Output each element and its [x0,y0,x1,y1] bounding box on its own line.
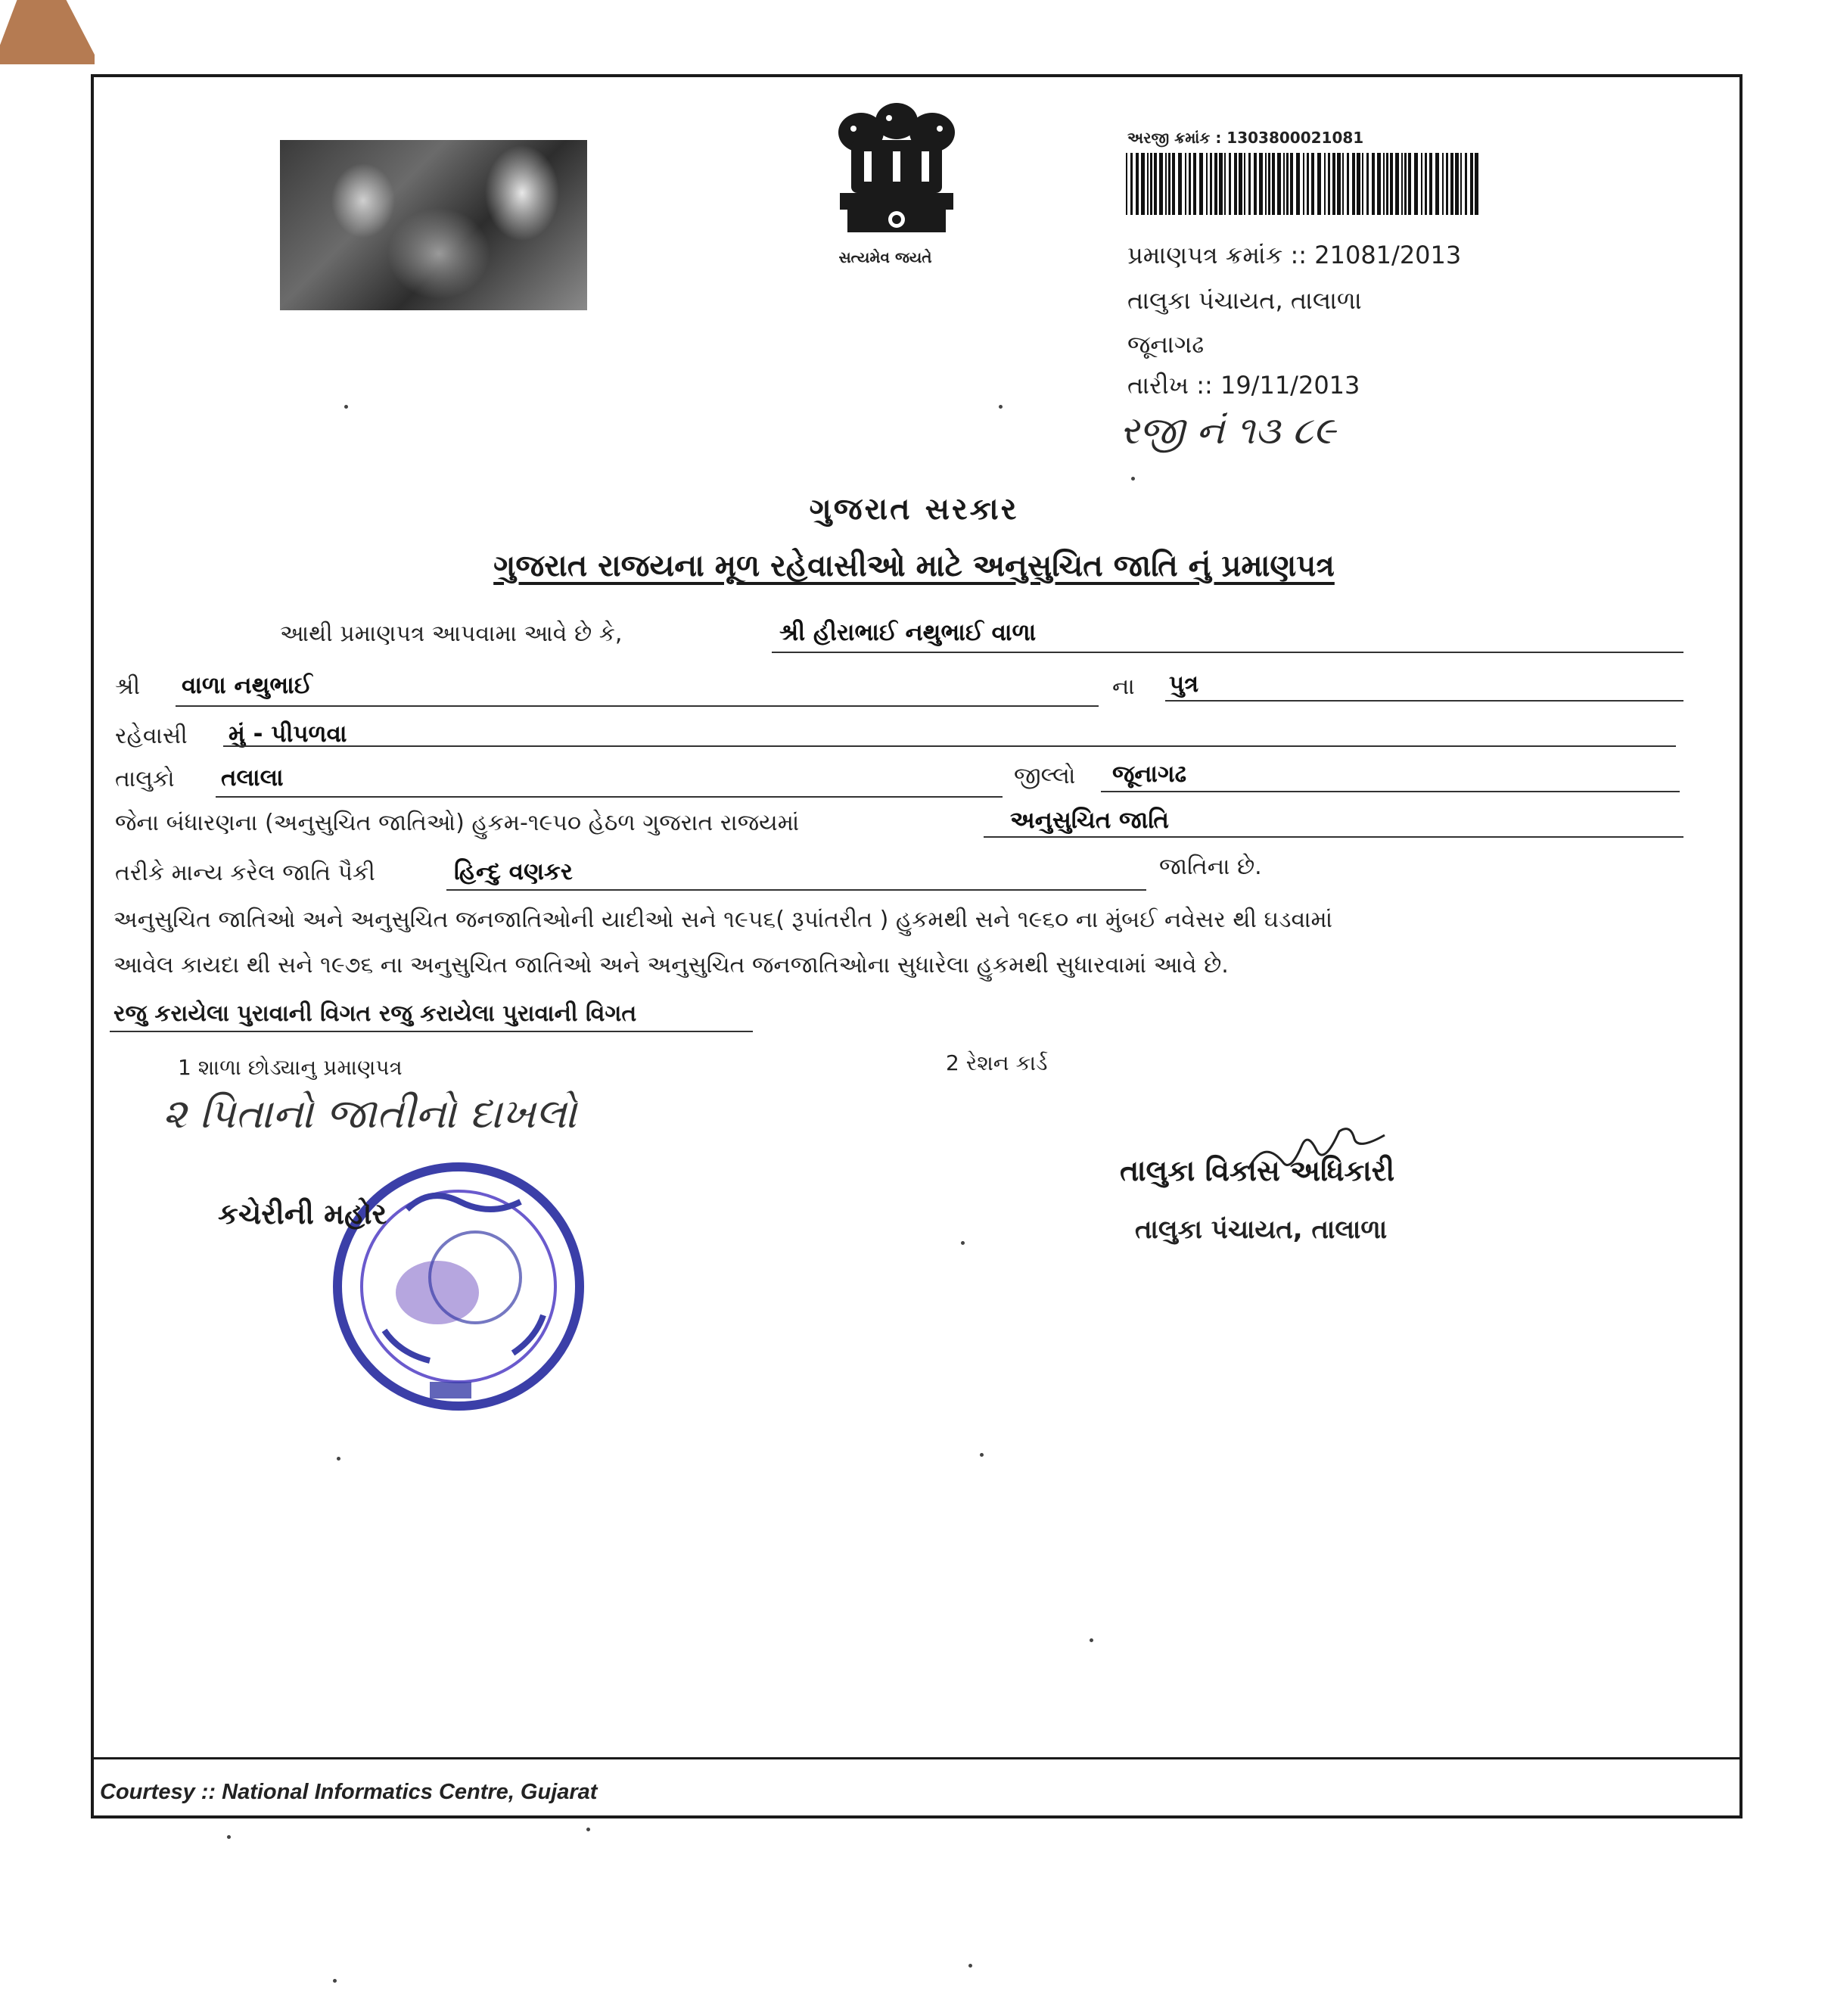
barcode-bar [1296,153,1300,215]
barcode-bar [1317,153,1321,215]
district-label: જીલ્લો [1014,763,1076,789]
barcode-bar [1150,153,1152,215]
barcode-bar [1136,153,1139,215]
barcode-bar [1248,153,1251,215]
scan-speck [961,1241,965,1245]
barcode-bar [1277,153,1281,215]
scan-speck [980,1453,984,1457]
barcode-bar [1265,153,1267,215]
barcode-bar [1268,153,1270,215]
barcode-bar [1193,153,1196,215]
barcode-bar [1442,153,1444,215]
scan-speck [1090,1638,1093,1642]
scan-speck [337,1457,340,1461]
barcode-bar [1383,153,1385,215]
category-rule [984,836,1683,838]
barcode-bar [1154,153,1157,215]
barcode-bar [1421,153,1422,215]
barcode-bar [1377,153,1381,215]
scan-speck [344,405,348,409]
barcode-bar [1130,153,1133,215]
paragraph-line-2: આવેલ કાયદા થી સને ૧૯૭૬ ના અનુસુચિત જાતિઓ અને અનુસુચિત જનજાતિઓના સુધારેલા હુકમથી સુધારવામાં આવે છે. [113,952,1229,978]
intro-label: આથી પ્રમાણપત્ર આપવામા આવે છે કે, [280,621,623,647]
barcode-bar [1272,153,1275,215]
barcode-bar [1372,153,1375,215]
residence-rule [223,745,1676,747]
relation-rule [1165,700,1683,702]
certificate-frame [91,74,1743,1818]
barcode-bar [1210,153,1212,215]
caste-suffix: જાતિના છે. [1159,854,1262,880]
taluka-rule [216,796,1003,798]
handwritten-registration-number: રજી નં ૧૩ ૮૯ [1120,409,1335,453]
signatory-office: તાલુકા પંચાયત, તાલાળા [1135,1215,1388,1245]
barcode-bar [1408,153,1411,215]
father-prefix: શ્રી [115,674,141,700]
barcode-bar [1366,153,1369,215]
evidence-title: રજુ કરાયેલા પુરાવાની વિગત રજુ કરાયેલા પુરાવાની વિગત [113,1000,637,1027]
barcode-bar [1460,153,1462,215]
barcode-bar [1168,153,1170,215]
evidence-title-rule [110,1031,753,1032]
barcode-bar [1259,153,1263,215]
district-rule [1101,791,1680,792]
taluka-value: તલાલા [221,764,284,792]
barcode [1126,153,1481,215]
evidence-item-1: 1 શાળા છોડ્યાનુ પ્રમાણપત્ર [178,1055,403,1080]
signatory-title: તાલુકા વિકાસ અધિકારી [1120,1154,1395,1187]
barcode-bar [1224,153,1226,215]
order-label: જેના બંધારણના (અનુસુચિત જાતિઓ) હુકમ-૧૯૫૦ હેઠળ ગુજરાત રાજયમાં [115,810,800,836]
barcode-bar [1147,153,1149,215]
handwritten-note: ૨ પિતાનો જાતીનો દાખલો [163,1090,577,1137]
office-seal-label: કચેરીની મહોર [218,1197,387,1230]
barcode-bar [1234,153,1237,215]
emblem-caption: સત્યમેવ જયતે [838,248,932,266]
barcode-bar [1303,153,1304,215]
father-name: વાળા નથુભાઈ [182,672,312,699]
barcode-bar [1425,153,1427,215]
barcode-bar [1141,153,1145,215]
barcode-bar [1244,153,1245,215]
barcode-bar [1307,153,1309,215]
barcode-bar [1214,153,1217,215]
barcode-bar [1395,153,1399,215]
caste-value: હિન્દુ વણકર [454,858,573,885]
taluka-label: તાલુકો [115,766,175,792]
barcode-bar [1347,153,1349,215]
certificate-title: ગુજરાત રાજયના મૂળ રહેવાસીઓ માટે અનુસુચિત જાતિ નું પ્રમાણપત્ર [493,549,1335,583]
father-name-rule [176,705,1099,707]
district-value: જૂનાગઢ [1112,761,1187,788]
barcode-bar [1337,153,1341,215]
district-header: જૂનાગઢ [1127,330,1205,359]
barcode-bar [1178,153,1182,215]
barcode-bar [1172,153,1175,215]
barcode-bar [1362,153,1363,215]
barcode-bar [1401,153,1403,215]
scan-speck [999,405,1003,409]
application-number: અરજી ક્રમાંક : 1303800021081 [1127,129,1364,147]
applicant-photo [280,140,587,310]
barcode-bar [1450,153,1453,215]
barcode-bar [1342,153,1344,215]
barcode-bar [1286,153,1289,215]
barcode-bar [1352,153,1355,215]
barcode-bar [1219,153,1223,215]
barcode-bar [1189,153,1191,215]
barcode-bar [1229,153,1231,215]
barcode-bar [1290,153,1293,215]
scan-speck [227,1835,231,1839]
barcode-bar [1239,153,1242,215]
evidence-item-2: 2 રેશન કાર્ડ [946,1050,1048,1075]
barcode-bar [1390,153,1393,215]
barcode-bar [1435,153,1439,215]
barcode-bar [1386,153,1388,215]
scan-speck [968,1964,972,1968]
barcode-bar [1311,153,1314,215]
footer-rule [91,1757,1743,1759]
barcode-bar [1446,153,1448,215]
issue-date: તારીખ :: 19/11/2013 [1127,371,1360,400]
footer-credit: Courtesy :: National Informatics Centre, Gujarat [100,1780,598,1804]
barcode-bar [1475,153,1478,215]
category-value: અનુસુચિત જાતિ [1010,807,1169,834]
barcode-bar [1324,153,1326,215]
relation-label: ના [1112,674,1135,700]
barcode-bar [1283,153,1285,215]
relation-value: પુત્ર [1169,670,1199,698]
scan-speck [586,1828,590,1831]
barcode-bar [1199,153,1203,215]
barcode-bar [1328,153,1330,215]
issuing-office: તાલુકા પંચાયત, તાલાળા [1127,286,1362,315]
heading: ગુજરાત સરકાર [809,492,1019,527]
caste-rule [446,889,1146,891]
barcode-bar [1429,153,1432,215]
residence-label: રહેવાસી [115,723,188,749]
holder-name-rule [772,652,1683,653]
barcode-bar [1206,153,1208,215]
barcode-bar [1455,153,1459,215]
paragraph-line-1: અનુસુચિત જાતિઓ અને અનુસુચિત જનજાતિઓની યાદીઓ સને ૧૯૫૬( રૂપાંતરીત ) હુકમથી સને ૧૯૬૦ ના મુંબઈ નવેસર થી ઘડવામાં [113,907,1333,933]
holder-name: શ્રી હીરાભાઈ નથુભાઈ વાળા [779,619,1037,646]
barcode-bar [1465,153,1467,215]
barcode-bar [1404,153,1407,215]
barcode-bar [1185,153,1186,215]
barcode-bar [1470,153,1473,215]
national-emblem-icon [817,98,976,272]
barcode-bar [1357,153,1360,215]
certificate-number: પ્રમાણપત્ર ક્રમાંક :: 21081/2013 [1127,241,1462,269]
barcode-bar [1126,153,1127,215]
barcode-bar [1159,153,1163,215]
barcode-bar [1254,153,1257,215]
scan-speck [333,1979,337,1983]
barcode-bar [1165,153,1167,215]
scan-speck [1131,477,1135,481]
recognized-label: તરીકે માન્ય કરેલ જાતિ પૈકી [115,860,375,886]
barcode-bar [1332,153,1335,215]
office-seal-stamp-icon [316,1141,676,1414]
corner-tab [0,0,95,64]
residence-value: મું - પીપળવા [228,720,347,748]
barcode-bar [1414,153,1418,215]
